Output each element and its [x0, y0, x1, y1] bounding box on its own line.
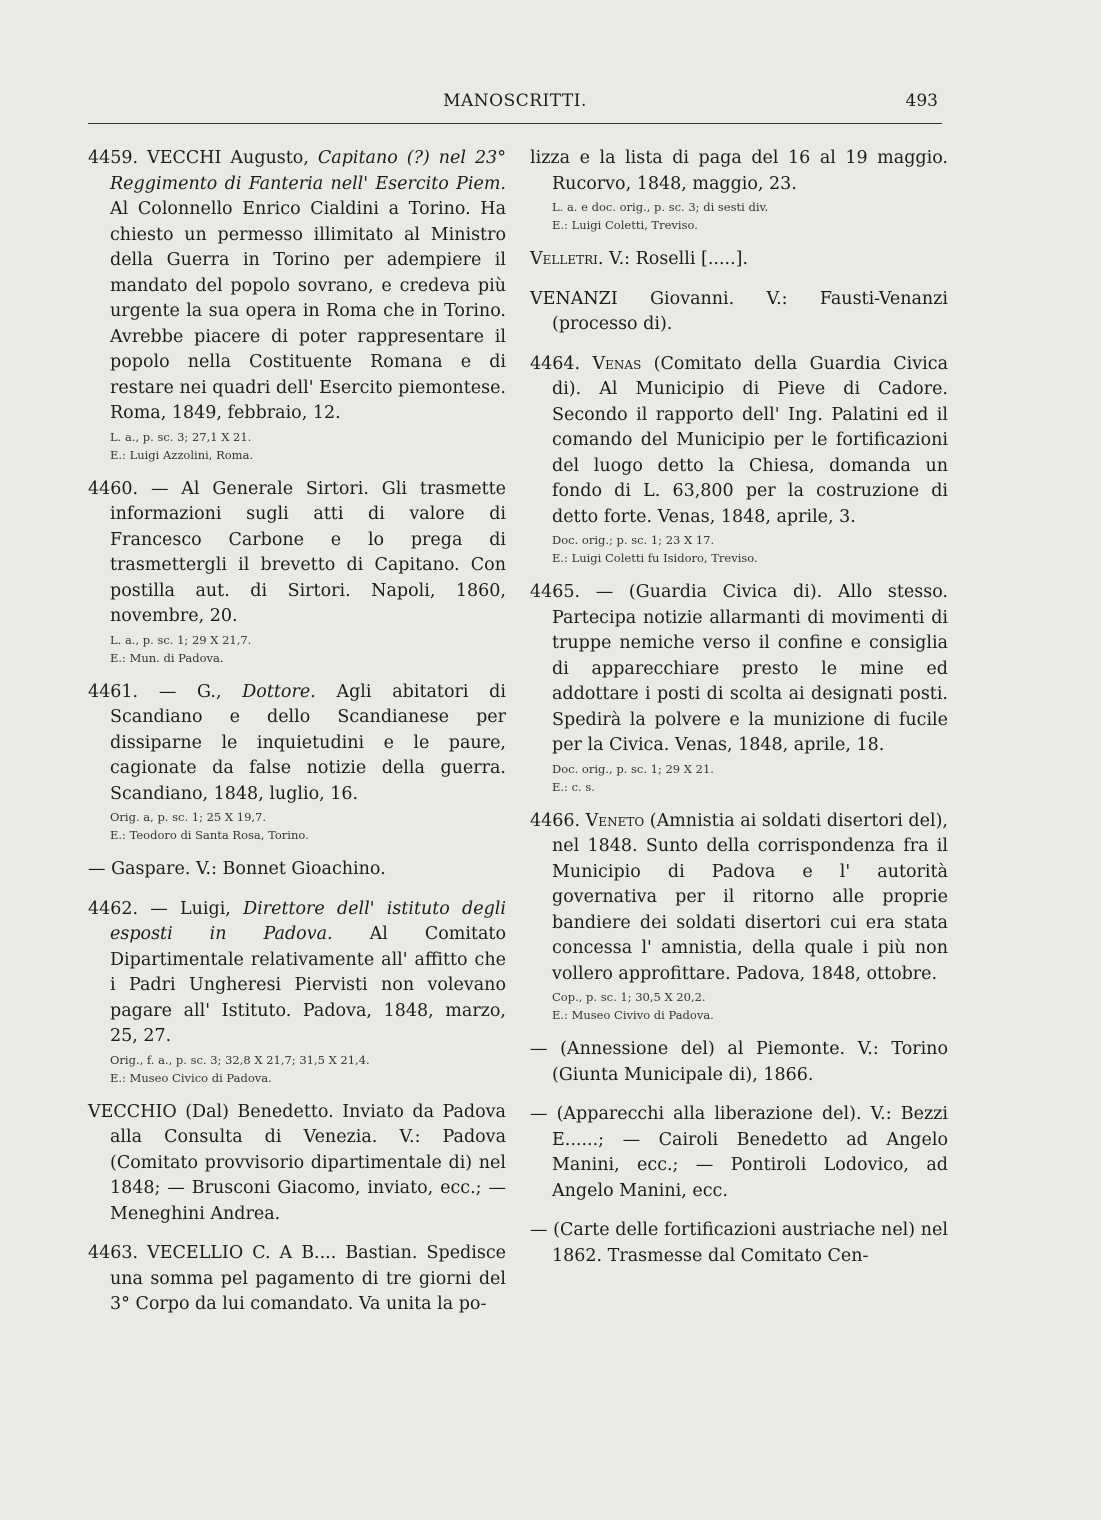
- entry-source: E.: Luigi Azzolini, Roma.: [110, 447, 254, 462]
- entry-4459: [88, 146, 506, 427]
- page-header: [88, 91, 942, 124]
- entry-source: E.: Luigi Coletti, Treviso.: [552, 218, 698, 232]
- entry-role: Capitano (?) nel 23° Reggimento di Fanteria nell' Esercito Piem.: [110, 148, 506, 194]
- cross-reference-vecchio: VECCHIO (Dal) Benedetto. Inviato da Padova alla Consulta di Venezia. V.: Padova (Comitato provvisorio dipartimentale di) nel 1848; — Brusconi Giacomo, inviato, ecc.; — Meneghini Andrea.: [88, 1101, 506, 1224]
- entry-reference: Orig. a, p. sc. 1; 25 X 19,7.: [110, 810, 267, 824]
- entry-continuation: lizza e la lista di paga del 16 al 19 maggio. Rucorvo, 1848, maggio, 23.: [530, 148, 948, 194]
- entry-source: E.: Museo Civico di Padova.: [110, 1070, 272, 1085]
- entry-role: Direttore dell' istituto degli esposti in Padova.: [110, 898, 506, 944]
- entry-number: 4461. — G.,: [88, 681, 243, 702]
- entry-4466: [530, 809, 948, 988]
- entry-4463: 4463. VECELLIO C. A B.... Bastian. Spedisce una somma pel pagamento di tre giorni del 3° Corpo da lui comandato. Va unita la po-: [88, 1243, 506, 1314]
- entry-number: 4466.: [530, 810, 586, 831]
- entry-text: Al Colonnello Enrico Cialdini a Torino. Ha chiesto un permesso illimitato al Ministro della Guerra in Torino per adempiere il mandato del popolo sovrano, e credeva più urgente la sua opera in Roma che in Torino. Avrebbe piacere di poter rappresentare il popolo nella Costituente Romana e di restare nei quadri dell' Esercito piemontese. Roma, 1849, febbraio, 12.: [110, 199, 506, 423]
- entry-text: Al Comitato Dipartimentale relativamente all' affitto che i Padri Ungheresi Piervisti non volevano pagare all' Istituto. Padova, 1848, marzo, 25, 27.: [110, 924, 506, 1046]
- entry-text: (Comitato della Guardia Civica di). Al Municipio di Pieve di Cadore. Secondo il rapporto dell' Ing. Palatini ed il comando del Municipio per le fortificazioni del luogo detto la Chiesa, domanda un fondo di L. 63,800 per la costruzione di detto forte. Venas, 1848, aprile, 3.: [552, 353, 948, 527]
- entry-4461: [88, 680, 506, 808]
- cross-reference-gaspare: — Gaspare. V.: Bonnet Gioachino.: [88, 859, 386, 879]
- entry-source: E.: Teodoro di Santa Rosa, Torino.: [110, 828, 309, 842]
- entry-number: 4464.: [530, 353, 593, 374]
- entry-reference: L. a., p. sc. 1; 29 X 21,7.: [110, 632, 252, 647]
- entry-reference: L. a. e doc. orig., p. sc. 3; di sesti div.: [552, 200, 769, 214]
- entry-reference: L. a., p. sc. 3; 27,1 X 21.: [110, 429, 252, 444]
- right-column: [530, 146, 948, 1269]
- entry-heading: Veneto: [585, 810, 645, 831]
- cross-reference-velletri: [530, 247, 948, 273]
- cross-reference-apparecchi: — (Apparecchi alla liberazione del). V.: Bezzi E......; — Cairoli Benedetto ad Angelo Manini, ecc.; — Pontiroli Lodovico, ad Angelo Manini, ecc.: [530, 1104, 948, 1201]
- entry-role: Dottore.: [242, 681, 316, 702]
- entry-reference: Doc. orig., p. sc. 1; 29 X 21.: [552, 761, 714, 776]
- entry-text: (Amnistia ai soldati disertori del), nel 1848. Sunto della corrispondenza fra il Municipio di Padova e l' autorità governativa per il ritorno alle proprie bandiere dei soldati disertori cui era stata concessa l' amnistia, della quale i più non vollero approfittare. Padova, 1848, ottobre.: [552, 810, 948, 984]
- entry-heading: Velletri.: [530, 249, 604, 269]
- entry-source: E.: Museo Civivo di Padova.: [552, 1008, 714, 1022]
- entry-reference: Cop., p. sc. 1; 30,5 X 20,2.: [552, 990, 706, 1004]
- entry-source: E.: Luigi Coletti fu Isidoro, Treviso.: [552, 551, 758, 565]
- entry-reference: Orig., f. a., p. sc. 3; 32,8 X 21,7; 31,5 X 21,4.: [110, 1052, 370, 1067]
- entry-heading: Venas: [592, 353, 642, 374]
- entry-source: E.: Mun. di Padova.: [110, 650, 224, 665]
- cross-reference-annessione: — (Annessione del) al Piemonte. V.: Torino (Giunta Municipale di), 1866.: [530, 1039, 948, 1085]
- cross-reference-venanzi: VENANZI Giovanni. V.: Fausti-Venanzi (processo di).: [530, 288, 948, 334]
- entry-text: Agli abitatori di Scandiano e dello Scandianese per dissiparne le inquietudini e le paure, cagionate da false notizie della guerra. Scandiano, 1848, luglio, 16.: [110, 681, 506, 804]
- entry-4462: [88, 897, 506, 1050]
- entry-4460: 4460. — Al Generale Sirtori. Gli trasmette informazioni sugli atti di valore di Francesco Carbone e lo prega di trasmettergli il brevetto di Capitano. Con postilla aut. di Sirtori. Napoli, 1860, novembre, 20.: [88, 478, 506, 626]
- entry-carte: — (Carte delle fortificazioni austriache nel) nel 1862. Trasmesse dal Comitato Cen-: [530, 1220, 948, 1266]
- entry-text: V.: Roselli [.....].: [603, 249, 749, 269]
- running-title: MANOSCRITTI.: [443, 91, 587, 111]
- left-column: [88, 146, 506, 1318]
- entry-number: 4459. VECCHI Augusto,: [88, 148, 318, 168]
- entry-4465: 4465. — (Guardia Civica di). Allo stesso. Partecipa notizie allarmanti di movimenti di truppe nemiche verso il confine e consiglia di apparecchiare presto le mine ed addottare i posti di scolta ai designati posti. Spedirà la polvere e la munizione di fucile per la Civica. Venas, 1848, aprile, 18.: [530, 582, 948, 755]
- entry-number: 4462. — Luigi,: [88, 898, 244, 919]
- page-number: 493: [905, 91, 938, 111]
- entry-source: E.: c. s.: [552, 779, 595, 794]
- entry-4464: [530, 352, 948, 531]
- entry-reference: Doc. orig.; p. sc. 1; 23 X 17.: [552, 533, 715, 547]
